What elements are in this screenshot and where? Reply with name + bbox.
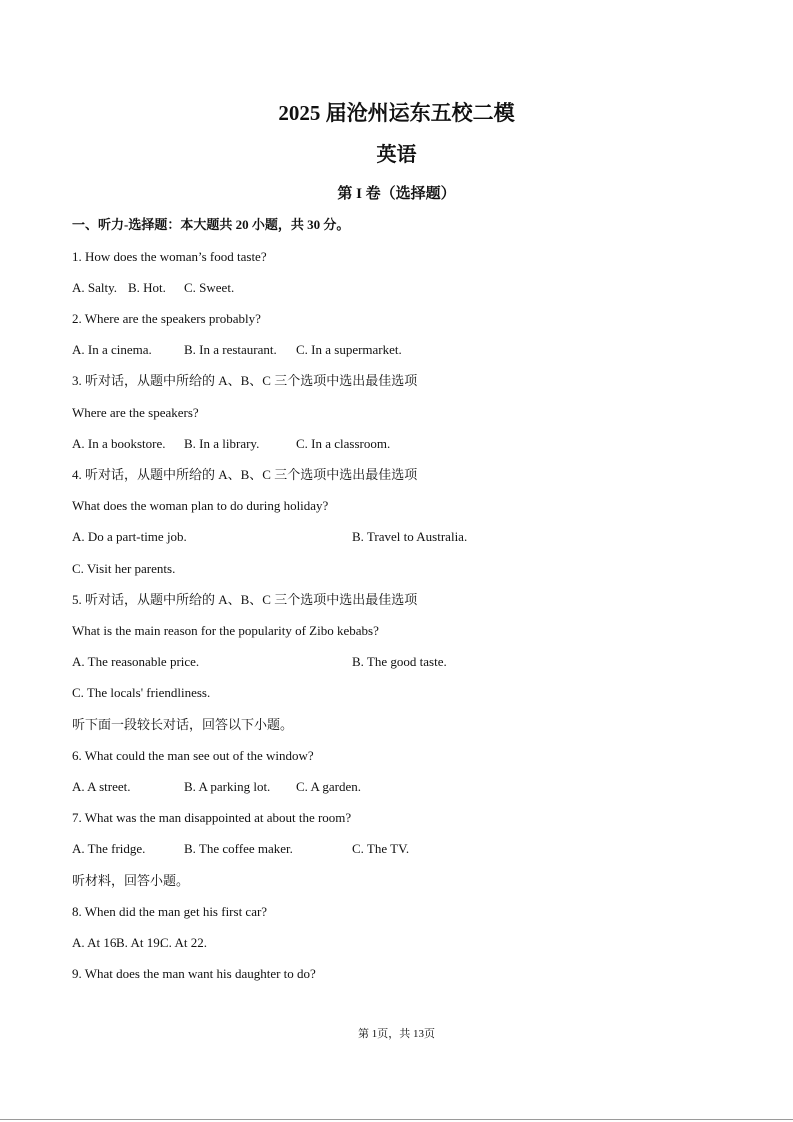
question-2-stem: 2. Where are the speakers probably? xyxy=(72,311,261,326)
option-c: C. In a supermarket. xyxy=(296,342,402,357)
subject-title: 英语 xyxy=(376,144,417,166)
long-dialogue-direction: 听下面一段较长对话，回答以下小题。 xyxy=(72,717,294,732)
option-a: A. A street. xyxy=(72,779,131,794)
question-5-instruction: 5. 听对话，从题中所给的 A、B、C 三个选项中选出最佳选项 xyxy=(72,592,418,607)
question-1-stem: 1. How does the woman’s food taste? xyxy=(72,249,267,264)
option-c: C. A garden. xyxy=(296,779,361,794)
question-5-stem: What is the main reason for the popularity of Zibo kebabs? xyxy=(72,623,379,638)
option-c: C. The TV. xyxy=(352,841,410,856)
option-a: A. In a cinema. xyxy=(72,342,152,357)
option-a: A. The reasonable price. xyxy=(72,654,200,669)
option-b: B. Travel to Australia. xyxy=(352,529,468,544)
question-4-stem: What does the woman plan to do during holiday? xyxy=(72,498,329,513)
question-3-instruction: 3. 听对话，从题中所给的 A、B、C 三个选项中选出最佳选项 xyxy=(72,373,418,388)
option-b: B. At 19. xyxy=(116,935,163,950)
option-c: C. Visit her parents. xyxy=(72,561,176,576)
question-8-stem: 8. When did the man get his first car? xyxy=(72,904,268,919)
question-6-stem: 6. What could the man see out of the window? xyxy=(72,748,314,763)
option-b: B. The good taste. xyxy=(352,654,447,669)
exam-title: 2025 届沧州运东五校二模 xyxy=(278,101,515,125)
question-9-stem: 9. What does the man want his daughter to do? xyxy=(72,966,316,981)
option-b: B. In a restaurant. xyxy=(184,342,277,357)
question-4-instruction: 4. 听对话，从题中所给的 A、B、C 三个选项中选出最佳选项 xyxy=(72,467,418,482)
option-c: C. In a classroom. xyxy=(296,436,391,451)
section-heading: 一、听力-选择题：本大题共 20 小题，共 30 分。 xyxy=(72,217,350,232)
option-b: B. Hot. xyxy=(128,280,166,295)
option-a: A. Do a part-time job. xyxy=(72,529,187,544)
option-a: A. In a bookstore. xyxy=(72,436,166,451)
option-a: A. Salty. xyxy=(72,280,118,295)
option-b: B. The coffee maker. xyxy=(184,841,293,856)
option-c: C. Sweet. xyxy=(184,280,235,295)
page-footer: 第 1页，共 13页 xyxy=(358,1028,435,1040)
question-3-stem: Where are the speakers? xyxy=(72,405,199,420)
option-a: A. At 16. xyxy=(72,935,120,950)
option-c: C. The locals' friendliness. xyxy=(72,685,211,700)
option-b: B. In a library. xyxy=(184,436,260,451)
option-b: B. A parking lot. xyxy=(184,779,271,794)
part-heading: 第 I 卷（选择题） xyxy=(337,186,456,202)
bottom-divider xyxy=(0,1119,793,1120)
material-direction: 听材料，回答小题。 xyxy=(72,873,190,888)
question-7-stem: 7. What was the man disappointed at about the room? xyxy=(72,810,352,825)
option-c: C. At 22. xyxy=(160,935,207,950)
option-a: A. The fridge. xyxy=(72,841,146,856)
